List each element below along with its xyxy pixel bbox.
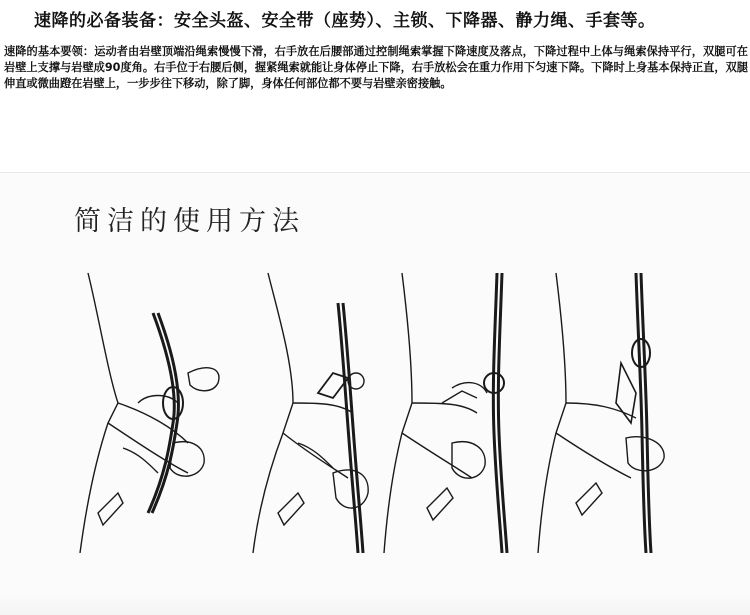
step-1-illustration [78,253,248,553]
usage-panel [0,172,750,615]
step-4-illustration [536,253,706,553]
equipment-heading: 速降的必备装备：安全头盔、安全带（座势）、主锁、下降器、静力绳、手套等。 [34,11,656,31]
panel-bottom-edge [0,593,750,615]
description-paragraph [4,44,748,92]
panel-title: 简洁的使用方法 [74,206,305,237]
step-3-illustration [382,253,552,553]
description-text: 运动者由岩壁顶端沿绳索慢慢下滑，右手放在后腰部通过控制绳索掌握下降速度及落点，下降过程中上体与绳索保持平行，双腿可在岩壁上支撑与岩壁成90度角。右手位于右腰后侧，握紧绳索就能让身体停止下降，右手放松会在重力作用下匀速下降。下降时上身基本保持正直，双腿伸直或微曲蹬在岩壁上，一步步往下移动，除了脚，身体任何部位都不要与岩壁亲密接触。 [4,45,748,90]
description-label: 速降的基本要领： [4,45,95,58]
